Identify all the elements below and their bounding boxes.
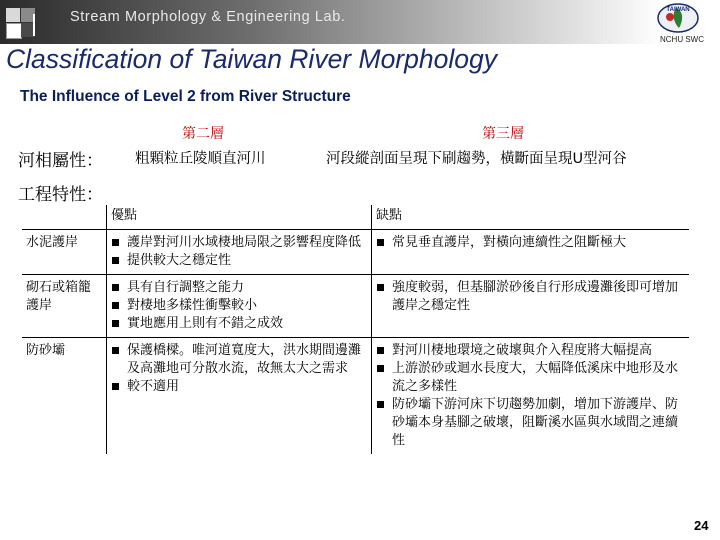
table-header-advantages: 優點 xyxy=(107,205,372,230)
river-attribute-label: 河相屬性： xyxy=(18,151,103,171)
table-header-blank xyxy=(22,205,107,230)
row-name: 防砂壩 xyxy=(26,343,66,358)
advantages-cell xyxy=(107,275,372,338)
disadvantage-item: 常見垂直護岸，對橫向連續性之阻斷極大 xyxy=(376,234,685,252)
disadvantage-item: 對河川棲地環境之破壞與介入程度將大幅提高 xyxy=(376,342,685,360)
disadvantages-cell xyxy=(372,275,690,338)
advantage-item: 護岸對河川水域棲地局限之影響程度降低 xyxy=(111,234,367,252)
table-header-row xyxy=(22,205,689,230)
row-name: 水泥護岸 xyxy=(26,235,79,250)
lab-name: Stream Morphology & Engineering Lab. xyxy=(70,9,346,25)
advantage-item: 保護橋樑。唯河道寬度大，洪水期間邊灘及高灘地可分散水流，故無太大之需求 xyxy=(111,342,367,378)
page-title: Classification of Taiwan River Morphology xyxy=(6,44,497,74)
disadvantage-item: 防砂壩下游河床下切趨勢加劇，增加下游護岸、防砂壩本身基腳之破壞，阻斷溪水區與水域間之連續性 xyxy=(376,396,685,450)
taiwan-logo-text: TAIWAN xyxy=(666,7,690,13)
taiwan-logo-icon xyxy=(656,2,700,34)
disadvantage-item: 強度較弱，但基腳淤砂後自行形成邊灘後即可增加護岸之穩定性 xyxy=(376,279,685,315)
disadvantages-cell xyxy=(372,230,690,275)
level2-heading: 第二層 xyxy=(182,126,224,142)
disadvantage-item: 上游淤砂或迴水長度大，大幅降低溪床中地形及水流之多樣性 xyxy=(376,360,685,396)
engineering-table xyxy=(22,205,689,454)
header-banner xyxy=(0,0,720,44)
table-row xyxy=(22,230,689,275)
advantages-cell xyxy=(107,338,372,455)
advantage-item: 提供較大之穩定性 xyxy=(111,252,367,270)
advantages-cell xyxy=(107,230,372,275)
lab-logo-icon xyxy=(4,2,44,42)
table-row xyxy=(22,275,689,338)
advantage-item: 具有自行調整之能力 xyxy=(111,279,367,297)
advantage-item: 對棲地多樣性衝擊較小 xyxy=(111,297,367,315)
table-row xyxy=(22,338,689,455)
row-name: 砌石或箱籠護岸 xyxy=(26,280,92,313)
level3-heading: 第三層 xyxy=(482,126,524,142)
level3-description: 河段縱剖面呈現下刷趨勢，橫斷面呈現U型河谷 xyxy=(326,151,627,167)
disadvantages-cell xyxy=(372,338,690,455)
slide-subtitle: The Influence of Level 2 from River Structure xyxy=(20,88,351,105)
level2-description: 粗顆粒丘陵順直河川 xyxy=(135,151,266,167)
engineering-label: 工程特性： xyxy=(18,185,103,205)
advantage-item: 較不適用 xyxy=(111,378,367,396)
table-header-disadvantages: 缺點 xyxy=(372,205,690,230)
org-label: NCHU SWC xyxy=(660,35,704,44)
page-number: 24 xyxy=(694,518,709,533)
advantage-item: 實地應用上則有不錯之成效 xyxy=(111,315,367,333)
